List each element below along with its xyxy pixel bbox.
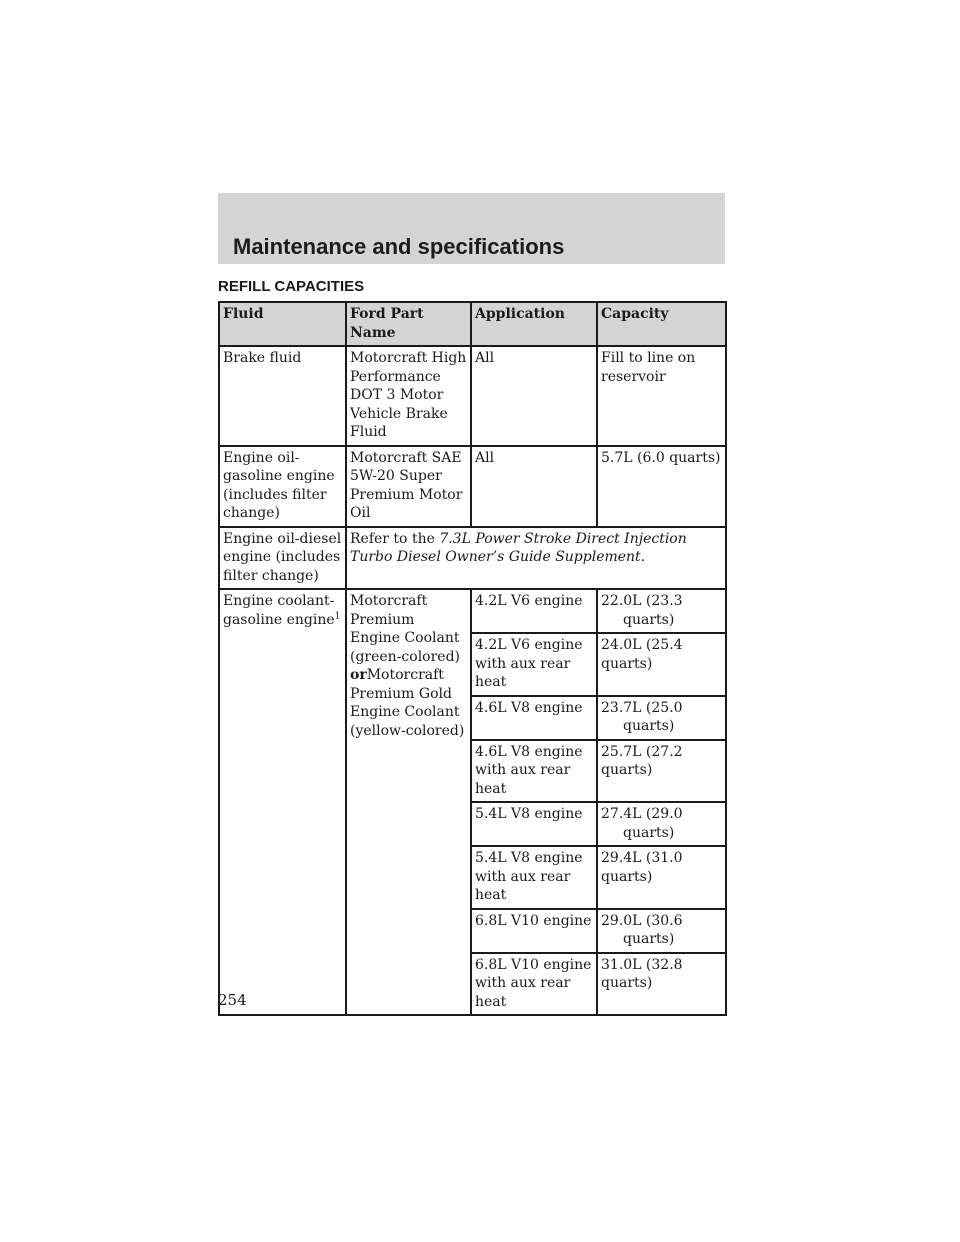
capacity-unit: quarts) [623,718,675,734]
coolant-fluid-label: Engine coolant-gasoline engine [223,593,335,628]
cell-part-name-coolant [346,589,471,1015]
cell-part-name: Motorcraft High Performance DOT 3 Motor Vehicle Brake Fluid [346,346,471,446]
cell-capacity [597,633,726,696]
cell-fluid: Brake fluid [219,346,346,446]
column-header-application: Application [471,302,597,346]
reference-guide-title: 7.3L Power Stroke Direct Injection Turbo Diesel Owner’s Guide Supplement. [350,530,687,565]
cell-application: 4.6L V8 engine [471,696,597,740]
reference-prefix: Refer to the [350,530,435,547]
cell-capacity: 5.7L (6.0 quarts) [597,446,726,527]
column-header-ford-part-name: Ford Part Name [346,302,471,346]
coolant-part-gold: Motorcraft Premium Gold Engine Coolant (yellow-colored) [350,667,465,739]
capacity-liters: 27.4L (29.0 [601,806,683,822]
coolant-part-green: Motorcraft Premium Engine Coolant (green-colored) [350,593,461,665]
cell-application: 5.4L V8 engine with aux rear heat [471,846,597,909]
capacity-liters: 23.7L (25.0 [601,699,683,716]
section-title: REFILL CAPACITIES [218,278,365,295]
cell-diesel-reference [346,527,726,590]
cell-application: 4.2L V6 engine [471,589,597,633]
table-header-row [219,302,726,346]
cell-application: 4.2L V6 engine with aux rear heat [471,633,597,696]
cell-capacity [597,909,726,953]
capacity-liters: 31.0L (32.8 [601,956,683,973]
cell-capacity [597,589,726,633]
cell-fluid: Engine oil-gasoline engine (includes filter change) [219,446,346,527]
cell-capacity: Fill to line on reservoir [597,346,726,446]
capacity-unit: quarts) [623,931,675,947]
capacity-liters: 29.4L (31.0 [601,850,683,866]
capacity-liters: 25.7L (27.2 [601,743,683,760]
table-row-coolant [219,589,726,633]
capacity-unit: quarts) [601,868,653,885]
cell-application: 6.8L V10 engine [471,909,597,953]
cell-capacity [597,846,726,909]
cell-part-name: Motorcraft SAE 5W-20 Super Premium Motor Oil [346,446,471,527]
table-row-brake-fluid [219,346,726,446]
chapter-header-band [218,193,725,264]
cell-capacity [597,696,726,740]
capacity-unit: quarts) [623,824,675,841]
chapter-title: Maintenance and specifications [233,234,565,259]
cell-capacity [597,953,726,1016]
cell-application: All [471,446,597,527]
capacity-liters: 24.0L (25.4 [601,637,683,653]
capacity-liters: 22.0L (23.3 [601,593,683,609]
cell-application: 6.8L V10 engine with aux rear heat [471,953,597,1016]
cell-capacity [597,740,726,803]
capacity-unit: quarts) [601,762,653,778]
cell-application: 4.6L V8 engine with aux rear heat [471,740,597,803]
page-number: 254 [218,991,247,1009]
column-header-fluid: Fluid [219,302,346,346]
coolant-or-word: or [350,667,367,683]
column-header-capacity: Capacity [597,302,726,346]
capacity-liters: 29.0L (30.6 [601,912,683,929]
capacity-unit: quarts) [623,611,675,628]
cell-fluid-coolant [219,589,346,1015]
table-row-engine-oil-gasoline [219,446,726,527]
cell-application: 5.4L V8 engine [471,802,597,846]
capacity-unit: quarts) [601,655,653,672]
cell-application: All [471,346,597,446]
refill-capacities-table [218,301,727,1016]
table-row-engine-oil-diesel [219,527,726,590]
cell-fluid: Engine oil-diesel engine (includes filter change) [219,527,346,590]
cell-capacity [597,802,726,846]
footnote-marker: 1 [334,610,341,621]
capacity-unit: quarts) [601,975,653,991]
